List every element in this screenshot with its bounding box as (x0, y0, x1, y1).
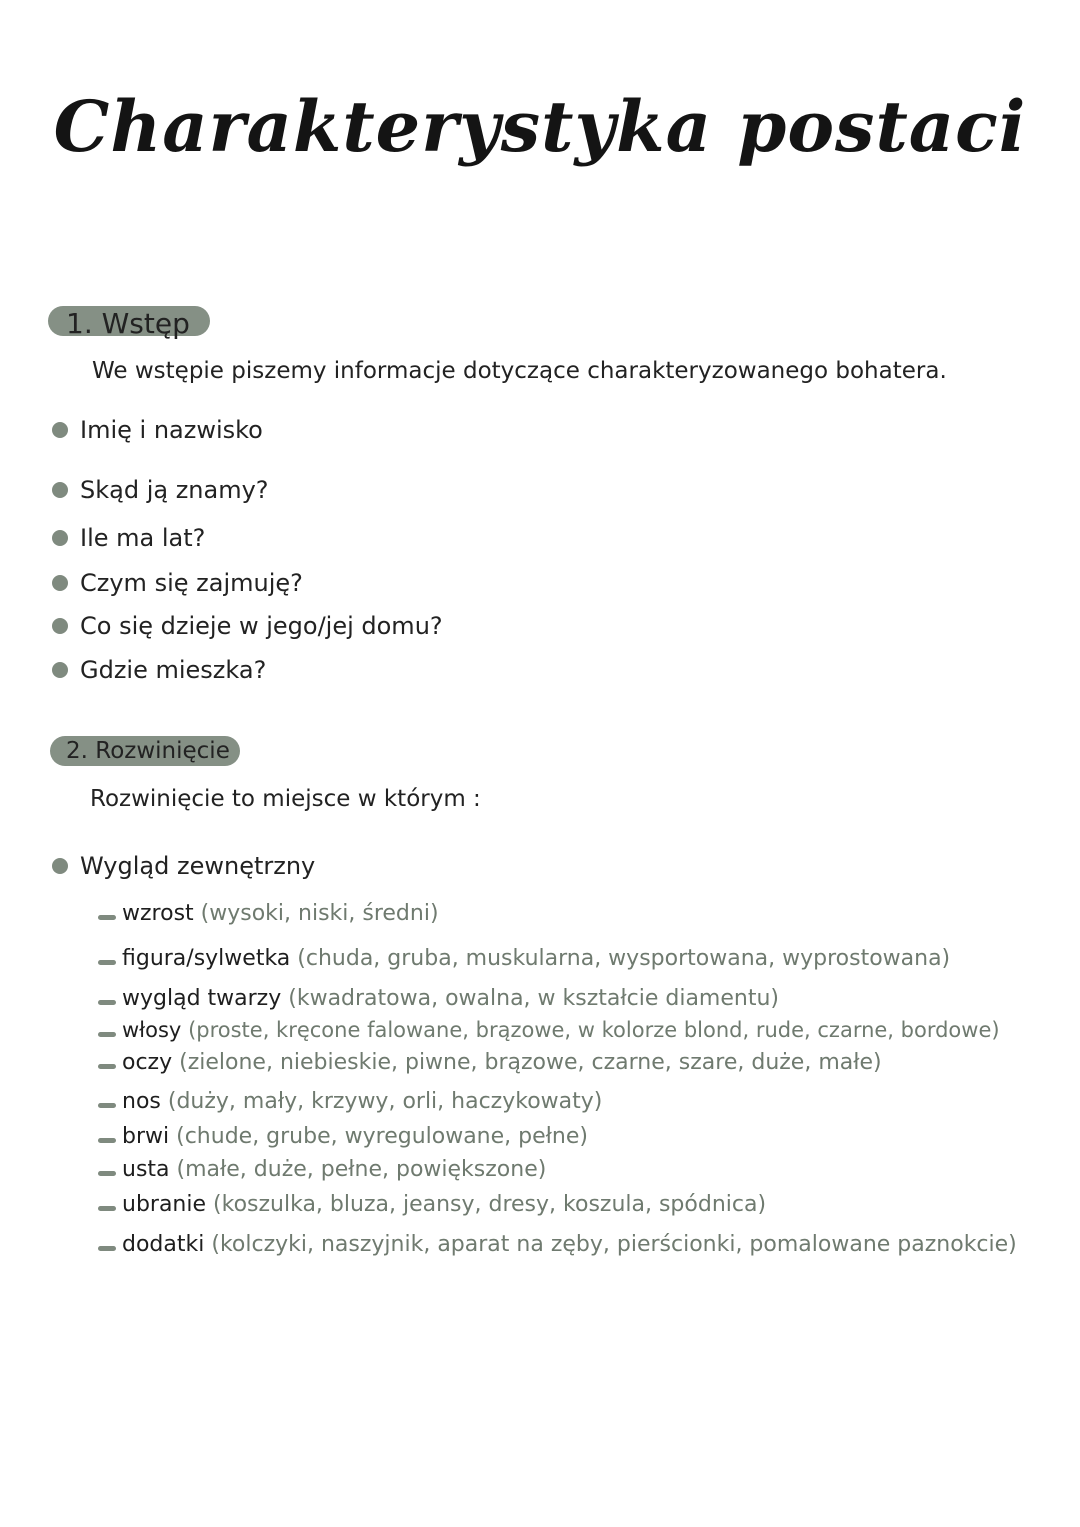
bullet-dot (52, 530, 68, 546)
detail-item (122, 1052, 882, 1074)
detail-item (122, 1159, 546, 1181)
list-item: Imię i nazwisko (80, 416, 263, 444)
detail-item (122, 1091, 602, 1113)
detail-term: ubranie (122, 1192, 207, 1217)
dash-marker (98, 1138, 116, 1143)
detail-item (122, 988, 779, 1010)
detail-item (122, 1020, 1000, 1041)
page-title: Charakterystyka postaci (53, 85, 1027, 168)
section-1-heading: 1. Wstęp (66, 307, 190, 340)
detail-term: usta (122, 1157, 170, 1182)
bullet-dot (52, 662, 68, 678)
section-2-intro: Rozwinięcie to miejsce w którym : (90, 786, 481, 812)
detail-term: brwi (122, 1124, 170, 1149)
bullet-dot (52, 618, 68, 634)
detail-description: (małe, duże, pełne, powiększone) (176, 1157, 547, 1182)
detail-description: (zielone, niebieskie, piwne, brązowe, czarne, szare, duże, małe) (179, 1050, 882, 1075)
list-item: Czym się zajmuję? (80, 569, 303, 597)
dash-marker (98, 1103, 116, 1108)
detail-item (122, 1194, 766, 1216)
detail-term: nos (122, 1089, 161, 1114)
dash-marker (98, 1032, 116, 1037)
dash-marker (98, 1171, 116, 1176)
dash-marker (98, 1000, 116, 1005)
detail-item (122, 1126, 588, 1148)
detail-description: (proste, kręcone falowane, brązowe, w kolorze blond, rude, czarne, bordowe) (188, 1018, 1000, 1042)
detail-description: (duży, mały, krzywy, orli, haczykowaty) (167, 1089, 603, 1114)
list-item: Ile ma lat? (80, 524, 206, 552)
detail-term: wzrost (122, 901, 194, 926)
detail-item (122, 903, 439, 925)
bullet-dot (52, 482, 68, 498)
list-item: Skąd ją znamy? (80, 476, 269, 504)
detail-item (122, 948, 950, 970)
detail-term: oczy (122, 1050, 173, 1075)
detail-term: włosy (122, 1018, 182, 1042)
list-item: Gdzie mieszka? (80, 656, 267, 684)
bullet-dot (52, 422, 68, 438)
detail-term: wygląd twarzy (122, 986, 282, 1011)
detail-term: dodatki (122, 1232, 205, 1257)
dash-marker (98, 960, 116, 965)
detail-description: (chuda, gruba, muskularna, wysportowana, wyprostowana) (297, 946, 951, 971)
bullet-dot (52, 575, 68, 591)
section-2-heading: 2. Rozwinięcie (66, 738, 230, 764)
list-item: Co się dzieje w jego/jej domu? (80, 612, 443, 640)
dash-marker (98, 1064, 116, 1069)
detail-description: (wysoki, niski, średni) (200, 901, 439, 926)
dash-marker (98, 1206, 116, 1211)
bullet-dot (52, 858, 68, 874)
detail-description: (kwadratowa, owalna, w kształcie diamentu) (288, 986, 779, 1011)
detail-description: (koszulka, bluza, jeansy, dresy, koszula, spódnica) (213, 1192, 767, 1217)
detail-description: (chude, grube, wyregulowane, pełne) (176, 1124, 588, 1149)
dash-marker (98, 915, 116, 920)
section-1-intro: We wstępie piszemy informacje dotyczące charakteryzowanego bohatera. (92, 358, 947, 384)
detail-item (122, 1234, 1017, 1256)
detail-description: (kolczyki, naszyjnik, aparat na zęby, pierścionki, pomalowane paznokcie) (211, 1232, 1017, 1257)
dash-marker (98, 1246, 116, 1251)
detail-term: figura/sylwetka (122, 946, 291, 971)
list-item: Wygląd zewnętrzny (80, 852, 316, 880)
